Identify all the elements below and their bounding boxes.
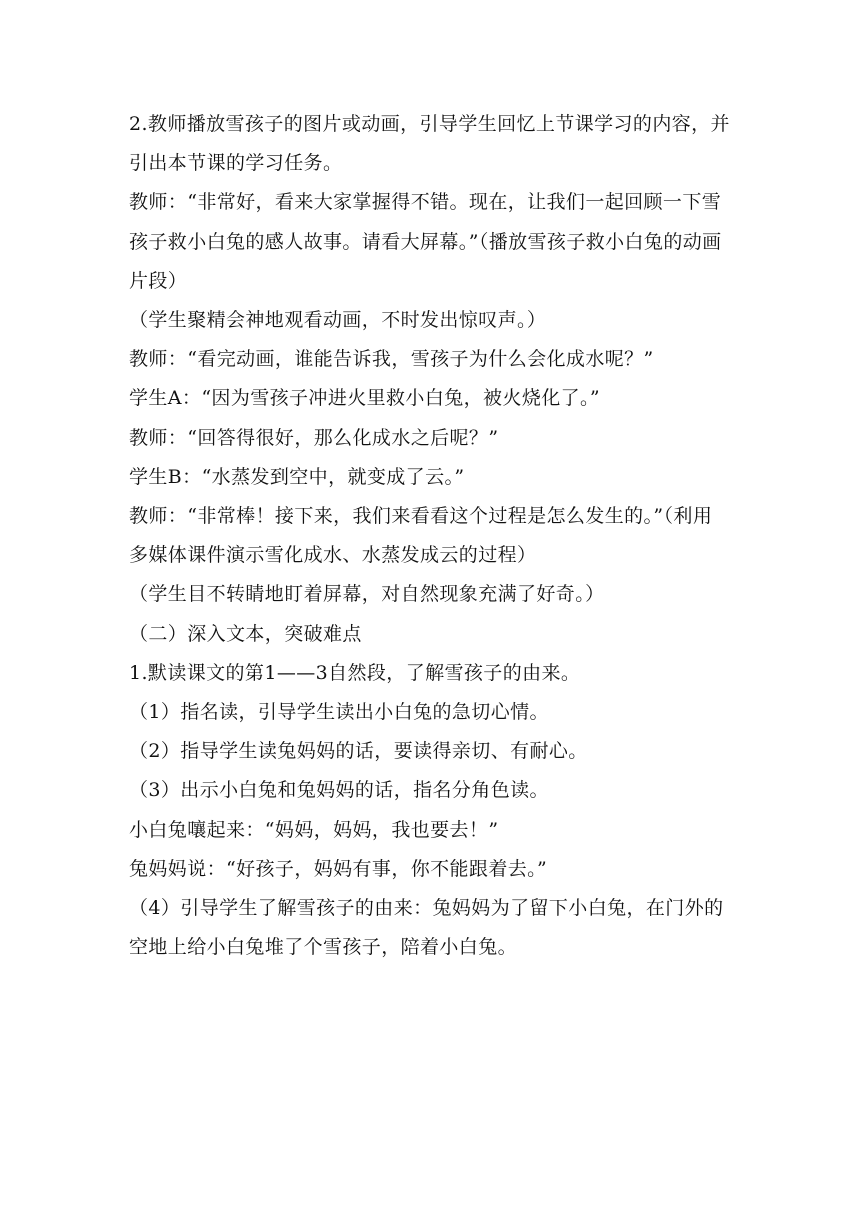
paragraph-students-watch: （学生聚精会神地观看动画，不时发出惊叹声。）	[129, 309, 547, 332]
dialogue-rabbit-mother: 兔妈妈说：“好孩子，妈妈有事，你不能跟着去。”	[129, 857, 548, 880]
paragraph-teacher-question: 教师：“看完动画，谁能告诉我，雪孩子为什么会化成水呢？”	[129, 348, 654, 371]
paragraph-step-2: 2.教师播放雪孩子的图片或动画，引导学生回忆上节课学习的内容，并引出本节课的学习任务。	[129, 113, 730, 175]
dialogue-little-rabbit: 小白兔嚷起来：“妈妈，妈妈，我也要去！”	[129, 818, 499, 841]
paragraph-teacher-review: 教师：“非常好，看来大家掌握得不错。现在，让我们一起回顾一下雪孩子救小白兔的感人故事。请看大屏幕。”（播放雪孩子救小白兔的动画片段）	[129, 191, 722, 292]
paragraph-student-a: 学生A：“因为雪孩子冲进火里救小白兔，被火烧化了。”	[129, 387, 601, 410]
paragraph-teacher-followup: 教师：“回答得很好，那么化成水之后呢？”	[129, 426, 499, 449]
document-body	[129, 105, 731, 967]
list-item-4: （4）引导学生了解雪孩子的由来：兔妈妈为了留下小白兔，在门外的空地上给小白兔堆了个雪孩子，陪着小白兔。	[129, 897, 724, 959]
paragraph-student-b: 学生B：“水蒸发到空中，就变成了云。”	[129, 465, 465, 488]
list-item-3: （3）出示小白兔和兔妈妈的话，指名分角色读。	[129, 779, 549, 802]
paragraph-teacher-demo: 教师：“非常棒！接下来，我们来看看这个过程是怎么发生的。”（利用多媒体课件演示雪化成水、水蒸发成云的过程）	[129, 505, 713, 567]
list-item-1: （1）指名读，引导学生读出小白兔的急切心情。	[129, 701, 549, 724]
paragraph-students-curious: （学生目不转睛地盯着屏幕，对自然现象充满了好奇。）	[129, 583, 605, 606]
section-heading: （二）深入文本，突破难点	[129, 622, 362, 645]
list-item-2: （2）指导学生读兔妈妈的话，要读得亲切、有耐心。	[129, 740, 588, 763]
paragraph-reading-task: 1.默读课文的第1——3自然段，了解雪孩子的由来。	[129, 661, 581, 684]
